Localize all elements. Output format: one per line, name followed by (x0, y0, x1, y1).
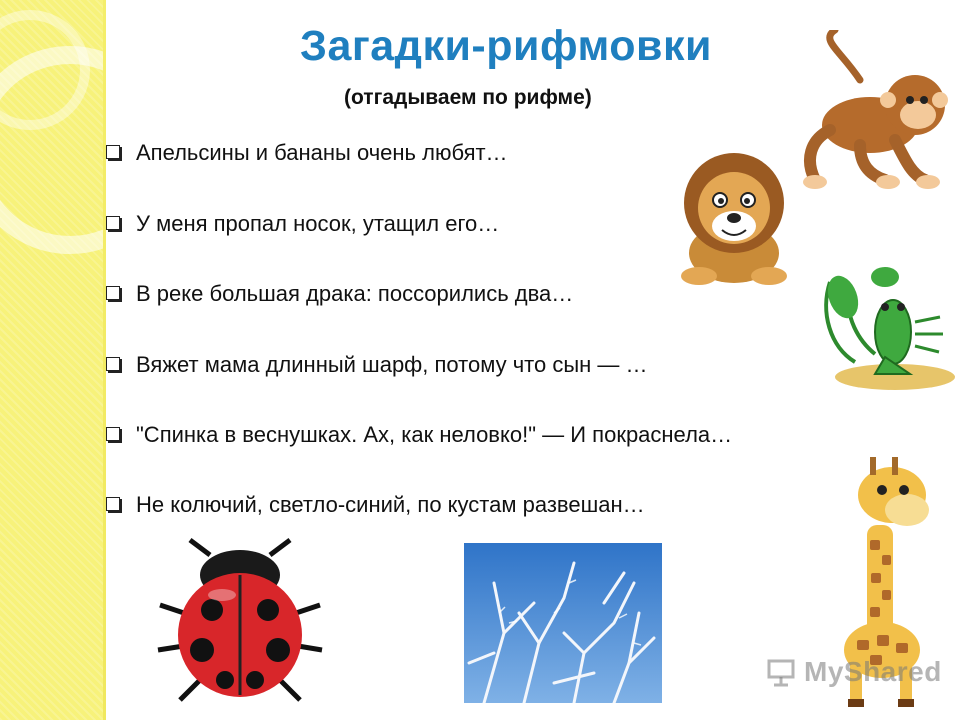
checkbox-square-icon (106, 427, 120, 441)
riddle-item (106, 281, 573, 307)
riddle-item (106, 352, 648, 378)
checkbox-square-icon (106, 497, 120, 511)
presentation-board-icon (766, 658, 798, 688)
riddle-item (106, 492, 645, 518)
riddle-text: Не колючий, светло-синий, по кустам развешан… (136, 492, 645, 517)
riddle-item (106, 211, 499, 237)
frost-branches-picture (464, 543, 662, 703)
riddle-item (106, 422, 732, 448)
checkbox-square-icon (106, 286, 120, 300)
decorative-side-strip (0, 0, 106, 720)
slide-title: Загадки-рифмовки (300, 22, 712, 70)
ladybug-picture (150, 535, 330, 715)
slide-subtitle: (отгадываем по рифме) (344, 86, 592, 109)
riddle-text: В реке большая драка: поссорились два… (136, 281, 574, 306)
checkbox-square-icon (106, 145, 120, 159)
watermark-text: MyShared (804, 656, 942, 687)
checkbox-square-icon (106, 357, 120, 371)
puppy-picture (664, 148, 804, 288)
riddle-text: Апельсины и бананы очень любят… (136, 140, 508, 165)
monkey-picture (800, 30, 950, 195)
riddle-text: "Спинка в веснушках. Ах, как неловко!" — И покраснела… (136, 422, 733, 447)
crayfish-picture (815, 262, 955, 392)
swirl-decoration-icon (0, 10, 106, 270)
riddle-item (106, 140, 508, 166)
checkbox-square-icon (106, 216, 120, 230)
riddle-text: У меня пропал носок, утащил его… (136, 211, 500, 236)
riddle-text: Вяжет мама длинный шарф, потому что сын — … (136, 352, 648, 377)
